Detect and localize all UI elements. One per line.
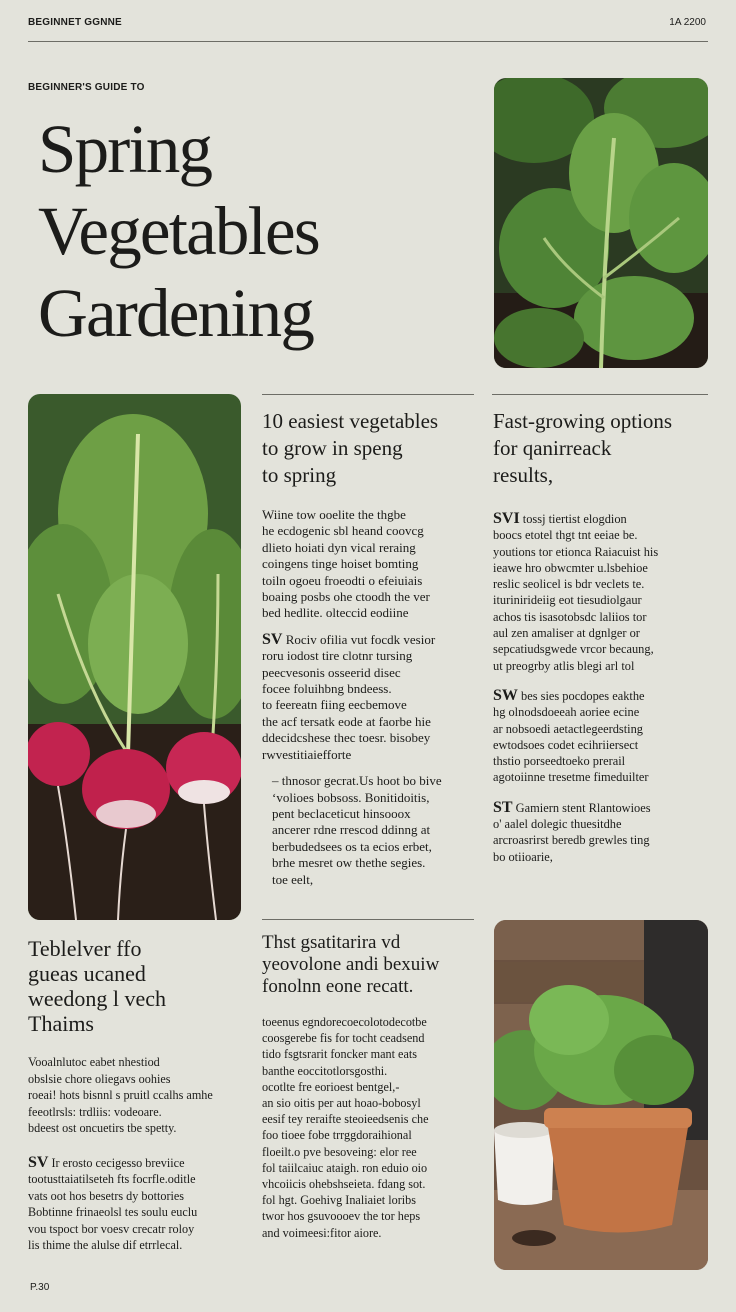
text-line: vou tspoct bor voesv crecatr roloy xyxy=(28,1221,195,1236)
text-line: Rociv ofilia vut focdk vesior xyxy=(282,631,436,647)
paragraph xyxy=(493,800,709,865)
text-line: reslic seolicel is bdr veclets te. xyxy=(493,577,645,592)
text-line: coingens tinge hoiset bomting xyxy=(262,556,419,572)
text-line: tossj tiertist elogdion xyxy=(519,512,627,526)
text-line: iturinirideiig eot tiesudiolgaur xyxy=(493,593,642,608)
paragraph xyxy=(28,1155,242,1254)
article-easiest-vegetables xyxy=(262,408,476,898)
text-line: boocs etotel thgt tnt eeiae be. xyxy=(493,528,638,543)
text-line: foo tioee fobe trrggdoraihional xyxy=(262,1128,412,1143)
text-line: floeilt.o pve besoveing: elor ree xyxy=(262,1144,417,1159)
heading-line: results, xyxy=(493,463,554,487)
title-line: Spring xyxy=(38,111,212,187)
text-line: the acf tersatk eode at faorbe hie xyxy=(262,713,431,729)
text-line: aul zen amaliser at dgnlger or xyxy=(493,626,640,641)
title-line: Gardening xyxy=(38,275,314,351)
text-line: ddecidcshese thec toesr. bisobey xyxy=(262,730,431,746)
article-weeding xyxy=(28,936,242,1264)
text-line: vats oot hos besetrs dy bottories xyxy=(28,1188,185,1203)
text-line: bes sies pocdopes eakthe xyxy=(517,688,645,703)
text-line: toiln ogoeu froeodti o efeiuiais xyxy=(262,572,423,588)
header-rule xyxy=(28,41,708,42)
text-line: ut preogrby atlis blegi arl tol xyxy=(493,658,635,673)
text-line: ieawe hro obwcmter u.lsbehioe xyxy=(493,560,648,575)
text-line: pent beclaceticut hinsooox xyxy=(272,805,411,821)
issue-number: 1A 2200 xyxy=(669,17,706,28)
section-rule xyxy=(262,919,474,920)
text-line: thstio porseedtoeko prerail xyxy=(493,754,626,769)
heading-line: for qanirreack xyxy=(493,436,612,460)
text-line: rwvestitiaiefforte xyxy=(262,746,352,762)
text-line: vhcoiicis ohebshseieta. fdang sot. xyxy=(262,1177,426,1192)
text-line: berbudedsees os ta ecios erbet, xyxy=(272,838,432,854)
section-heading xyxy=(262,408,476,489)
text-line: sepcatiudsgwede vrcor becaung, xyxy=(493,642,654,657)
heading-line: Thaims xyxy=(28,1011,94,1036)
running-head: BEGINNET GGNNE xyxy=(28,17,122,28)
drop-cap: SV xyxy=(262,630,283,648)
page-number: P.30 xyxy=(30,1282,50,1293)
column-rule xyxy=(492,394,708,395)
paragraph xyxy=(262,1014,476,1241)
text-line: brhe mesret ow thethe segies. xyxy=(272,855,426,871)
heading-line: 10 easiest vegetables xyxy=(262,409,439,433)
text-line: he ecdogenic sbl heand coovcg xyxy=(262,523,424,539)
text-line: eesif tey reraifte steoieedsenis che xyxy=(262,1112,429,1127)
text-line: to feereatn fiing eecbemove xyxy=(262,697,407,713)
paragraph xyxy=(493,511,709,674)
text-line: Gamiern stent Rlantowioes xyxy=(512,800,651,815)
heading-line: to spring xyxy=(262,463,337,487)
text-line: ewtodsoes codet ecihriiersect xyxy=(493,737,639,752)
text-line: roeai! hots bisnnl s pruitl ccalhs amhe xyxy=(28,1088,213,1102)
text-line: Wiine tow ooelite the thgbe xyxy=(262,507,406,522)
text-line: and voimeesi:fitor aiore. xyxy=(262,1225,382,1240)
heading-line: Thst gsatitarira vd xyxy=(262,932,401,953)
heading-line: yeovolone andi bexuiw xyxy=(262,954,440,975)
leafy-greens-photo xyxy=(494,78,708,368)
heading-line: fonolnn eone recatt. xyxy=(262,976,414,997)
text-line: Vooalnlutoc eabet nhestiod xyxy=(28,1055,160,1069)
text-line: ar nobsoedi aetactlegeerdsting xyxy=(493,721,644,736)
text-line: fol taiilcaiuc ataigh. ron eduio oio xyxy=(262,1160,428,1175)
article-tips xyxy=(262,932,476,1251)
text-line: roru iodost tire clotnr tursing xyxy=(262,648,413,664)
drop-cap: ST xyxy=(493,798,513,816)
text-line: bo otiioarie, xyxy=(493,849,553,864)
section-heading xyxy=(28,936,242,1036)
drop-cap: SW xyxy=(493,686,518,704)
title-line: Vegetables xyxy=(38,193,319,269)
text-line: an sio oitis per aut hoao-bobosyl xyxy=(262,1096,421,1111)
text-line: hg olnodsdoeeah aoriee ecine xyxy=(493,705,640,720)
body-text xyxy=(28,1054,242,1254)
text-line: bdeest ost oncuetirs tbe spetty. xyxy=(28,1121,177,1135)
heading-line: weedong l vech xyxy=(28,986,167,1011)
page-title xyxy=(38,108,468,354)
text-line: peecvesonis osseerid disec xyxy=(262,664,401,680)
section-heading xyxy=(493,408,709,489)
column-rule xyxy=(262,394,474,395)
text-line: toeenus egndorecoecolotodecotbe xyxy=(262,1015,427,1029)
text-line: focee foluihbng bndeess. xyxy=(262,681,392,697)
body-text xyxy=(262,507,476,888)
paragraph xyxy=(262,632,476,763)
drop-cap: SV xyxy=(28,1153,49,1171)
text-line: youtions tor etionca Raiacuist his xyxy=(493,544,659,559)
drop-cap: SVI xyxy=(493,510,520,527)
heading-line: to grow in speng xyxy=(262,436,403,460)
text-line: bed hedlite. olteccid eodiine xyxy=(262,605,409,621)
text-line: arcroasrirst beredb grewles ting xyxy=(493,833,650,848)
text-line: ancerer rdne rrescod ddinng at xyxy=(272,822,431,838)
body-text xyxy=(493,511,709,865)
text-line: feeotlrsls: trdliis: vodeoare. xyxy=(28,1104,162,1119)
text-line: agotoiinne tresetme fimeduilter xyxy=(493,770,649,785)
text-line: – thnosor gecrat.Us hoot bo bive xyxy=(272,773,442,789)
text-line: toe eelt, xyxy=(272,871,314,887)
text-line: tootusttaiatilseteh fts focrfle.oditle xyxy=(28,1172,196,1186)
heading-line: Teblelver ffo xyxy=(28,936,142,961)
text-line: boaing posbs ohe ctoodh the ver xyxy=(262,589,430,605)
text-line: ‘volioes bobsoss. Bonitidoitis, xyxy=(272,789,430,805)
text-line: obslsie chore oliegavs oohies xyxy=(28,1071,171,1086)
heading-line: Fast-growing options xyxy=(493,409,673,433)
bullet-list xyxy=(262,773,476,888)
text-line: tido fsgtsrarit foncker mant eats xyxy=(262,1047,418,1062)
text-line: twor hos gsuvoooev the tor heps xyxy=(262,1209,421,1224)
text-line: Bobtinne frinaeolsl tes soulu euclu xyxy=(28,1205,198,1219)
article-fast-growing xyxy=(493,408,709,875)
paragraph xyxy=(28,1054,242,1137)
text-line: lis thime the alulse dif etrrlecal. xyxy=(28,1238,183,1252)
text-line: ocotlte fre eorioest bentgel,- xyxy=(262,1079,400,1094)
text-line: fol hgt. Goehivg Inaliaiet loribs xyxy=(262,1193,417,1208)
radishes-photo xyxy=(28,394,241,920)
text-line: achos tis isasotobsdc laliios tor xyxy=(493,609,647,624)
text-line: banthe eoccitotlorsgosthi. xyxy=(262,1063,388,1078)
text-line: o' aalel dolegic thuesitdhe xyxy=(493,817,622,832)
text-line: Ir erosto cecigesso breviice xyxy=(48,1155,185,1170)
body-text xyxy=(262,1014,476,1241)
kicker: BEGINNER'S GUIDE TO xyxy=(28,82,145,93)
section-heading xyxy=(262,932,476,998)
text-line: dlieto hoiati dyn vical reraing xyxy=(262,539,416,555)
text-line: coosgerebe fis for tocht ceadsend xyxy=(262,1031,425,1046)
paragraph xyxy=(262,507,476,622)
potted-greens-photo xyxy=(494,920,708,1270)
paragraph xyxy=(493,688,709,786)
heading-line: gueas ucaned xyxy=(28,961,146,986)
